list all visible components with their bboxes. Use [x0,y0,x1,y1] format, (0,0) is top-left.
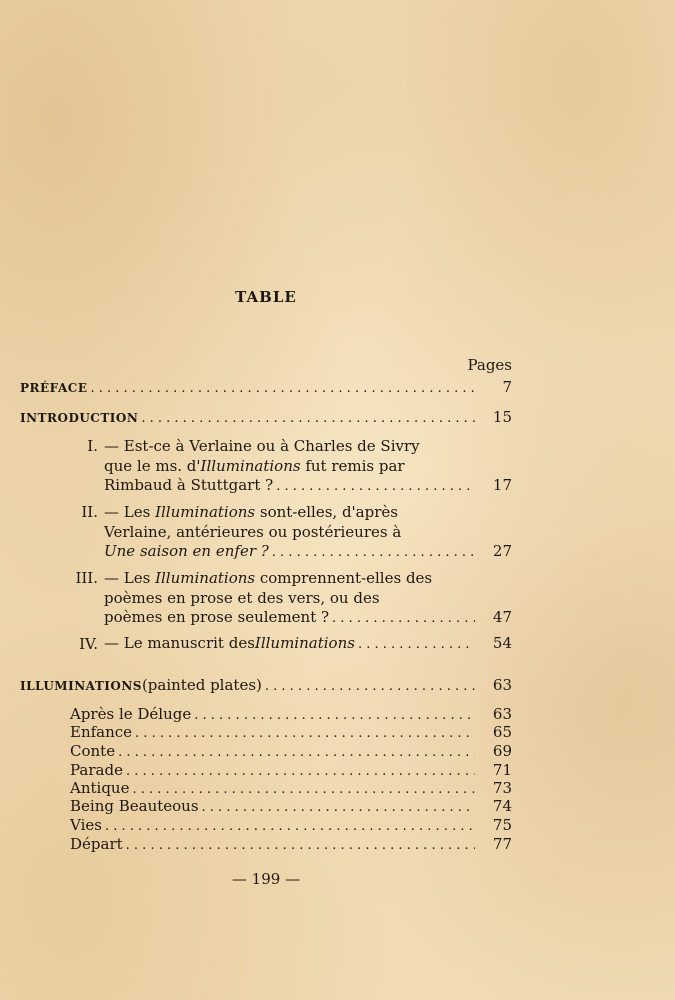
chapter-numeral: III. [75,569,98,587]
toc-poem [70,723,512,743]
dot-leader [141,410,475,428]
toc-page-number: 27 [492,542,512,560]
toc-chapter-4 [50,634,512,654]
poem-title: Being Beauteous [70,797,199,815]
toc-page-number: 74 [492,797,512,815]
toc-page-number: 77 [492,835,512,853]
toc-page-number: 71 [492,761,512,779]
chapter-numeral: II. [81,503,98,521]
chapter-title-line: — Est-ce à Verlaine ou à Charles de Sivry [104,437,420,455]
page-title: TABLE [235,288,297,306]
toc-poem [70,761,512,781]
toc-page-number: 69 [492,742,512,760]
section-label: ILLUMINATIONS [20,679,142,693]
chapter-title [104,568,440,608]
toc-entry-preface [20,378,512,398]
poem-title: Enfance [70,723,133,741]
poem-title: Antique [70,779,130,797]
toc-page-number: 15 [492,408,512,426]
chapter-title-last-line: poèmes en prose seulement ? . . . 47 [104,608,512,628]
section-subtitle: (painted plates) [141,676,262,694]
chapter-numeral: IV. [79,635,98,653]
poem-title: Après le Déluge [70,705,192,723]
page-number: — 199 — [231,870,301,888]
dot-leader [118,744,475,762]
toc-poem [70,797,512,817]
toc-entry-label: PRÉFACE [20,381,88,395]
toc-page-number: 47 [492,608,512,626]
dot-leader [126,837,475,855]
chapter-title: — Le manuscrit des Illuminations . . . 54 [104,634,512,654]
toc-chapter-1 [50,436,512,496]
poem-title: Conte [70,742,116,760]
chapter-title [104,502,440,542]
chapter-title-line: — Les Illuminations comprennent-elles des [104,569,433,587]
poem-title: Vies [70,816,102,834]
dot-leader [272,544,475,562]
toc-chapter-3 [50,568,512,628]
toc-poem [70,742,512,762]
pages-column-label: Pages [467,356,512,374]
dot-leader [276,478,475,496]
dot-leader [135,725,475,743]
toc-page-number: 63 [492,705,512,723]
dot-leader [332,610,475,628]
dot-leader [105,818,475,836]
toc-page-number: 75 [492,816,512,834]
chapter-title-line: — Les Illuminations sont-elles, d'après [104,503,398,521]
chapter-title-line: poèmes en prose et des vers, ou des [104,589,380,607]
dot-leader [202,799,475,817]
toc-poem [70,835,512,855]
toc-page-number: 65 [492,723,512,741]
chapter-numeral: I. [87,437,98,455]
dot-leader [358,636,475,654]
toc-entry-label: INTRODUCTION [20,411,139,425]
poem-title: Parade [70,761,123,779]
chapter-title [104,436,440,476]
toc-poem [70,705,512,725]
toc-page-number: 7 [502,378,512,396]
chapter-title-line: Verlaine, antérieures ou postérieures à [104,523,402,541]
poem-title: Départ [70,835,123,853]
chapter-title-last-line: Rimbaud à Stuttgart ? . . . 17 [104,476,512,496]
dot-leader [90,380,475,398]
chapter-title-last-line: Une saison en enfer ? . . . 27 [104,542,512,562]
toc-poem [70,779,512,799]
toc-entry-introduction [20,408,512,428]
toc-page-number: 63 [492,676,512,694]
toc-section-illuminations [20,676,512,696]
toc-page-number: 17 [492,476,512,494]
toc-page-number: 54 [492,634,512,652]
toc-chapter-2 [50,502,512,562]
dot-leader [265,678,475,696]
toc-page-number: 73 [492,779,512,797]
chapter-title-line: que le ms. d'Illuminations fut remis par [104,457,405,475]
toc-poem [70,816,512,836]
